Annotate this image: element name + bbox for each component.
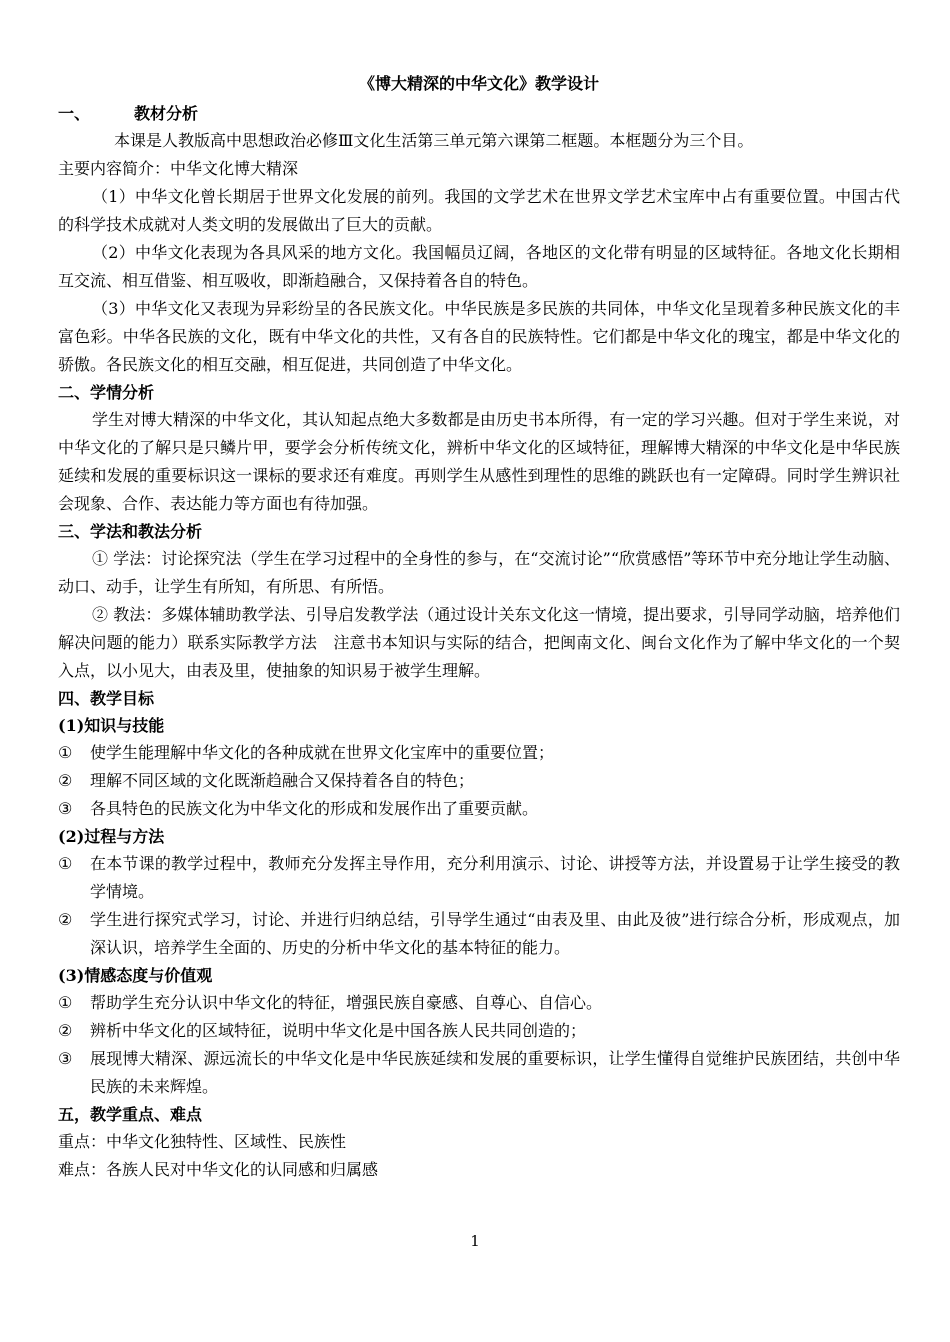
key-points: 重点：中华文化独特性、区域性、民族性 <box>58 1132 347 1151</box>
list-item <box>58 850 900 906</box>
list-text: 在本节课的教学过程中，教师充分发挥主导作用，充分利用演示、讨论、讲授等方法，并设置易于让学生接受的教学情境。 <box>90 854 900 901</box>
section-1-para-1: （1）中华文化曾长期居于世界文化发展的前列。我国的文学艺术在世界文学艺术宝库中占有重要位置。中国古代的科学技术成就对人类文明的发展做出了巨大的贡献。 <box>58 187 900 234</box>
list-marker: ① <box>58 993 73 1012</box>
list-text: 帮助学生充分认识中华文化的特征，增强民族自豪感、自尊心、自信心。 <box>90 993 603 1012</box>
list-marker: ① <box>58 743 73 762</box>
section-1-para-2: （2）中华文化表现为各具风采的地方文化。我国幅员辽阔，各地区的文化带有明显的区域特征。各地文化长期相互交流、相互借鉴、相互吸收，即渐趋融合，又保持着各自的特色。 <box>58 243 900 290</box>
section-1-number: 一、 <box>58 104 91 123</box>
list-item <box>58 767 900 795</box>
section-3-para-2: ② 教法：多媒体辅助教学法、引导启发教学法（通过设计关东文化这一情境，提出要求，引导同学动脑，培养他们解决问题的能力）联系实际教学方法 注意书本知识与实际的结合，把闽南文化、闽台文化作为了解中华文化的一个契入点，以小见大，由表及里，使抽象的知识易于被学生理解。 <box>58 605 900 680</box>
document-page <box>58 72 900 1184</box>
list-marker: ③ <box>58 799 73 818</box>
subheading-knowledge: (1)知识与技能 <box>58 716 165 735</box>
section-1-summary: 主要内容简介：中华文化博大精深 <box>58 159 299 178</box>
section-2-para: 学生对博大精深的中华文化，其认知起点绝大多数都是由历史书本所得，有一定的学习兴趣。但对于学生来说，对中华文化的了解只是只鳞片甲，要学会分析传统文化，辨析中华文化的区域特征，理解博大精深的中华文化是中华民族延续和发展的重要标识这一课标的要求还有难度。再则学生从感性到理性的思维的跳跃也有一定障碍。同时学生辨识社会现象、合作、表达能力等方面也有待加强。 <box>58 410 900 513</box>
list-item <box>58 739 900 767</box>
section-1-heading <box>58 100 900 127</box>
list-marker: ② <box>58 1021 73 1040</box>
section-3-heading: 三、学法和教法分析 <box>58 522 203 541</box>
subheading-values: (3)情感态度与价值观 <box>58 966 213 985</box>
list-item <box>58 795 900 823</box>
list-item <box>58 1017 900 1045</box>
document-title: 《博大精深的中华文化》教学设计 <box>358 74 599 93</box>
list-text: 各具特色的民族文化为中华文化的形成和发展作出了重要贡献。 <box>90 799 539 818</box>
list-item <box>58 906 900 962</box>
list-text: 使学生能理解中华文化的各种成就在世界文化宝库中的重要位置； <box>90 743 555 762</box>
list-text: 辨析中华文化的区域特征，说明中华文化是中国各族人民共同创造的； <box>90 1021 587 1040</box>
subheading-process: (2)过程与方法 <box>58 827 165 846</box>
list-text: 展现博大精深、源远流长的中华文化是中华民族延续和发展的重要标识，让学生懂得自觉维护民族团结，共创中华民族的未来辉煌。 <box>90 1049 900 1096</box>
list-marker: ① <box>58 854 73 873</box>
list-item <box>58 989 900 1017</box>
section-4-heading: 四、教学目标 <box>58 689 155 708</box>
page-number: 1 <box>470 1232 480 1250</box>
section-5-heading: 五，教学重点、难点 <box>58 1105 203 1124</box>
section-2-heading: 二、学情分析 <box>58 383 155 402</box>
section-1-para-3: （3）中华文化又表现为异彩纷呈的各民族文化。中华民族是多民族的共同体，中华文化呈现着多种民族文化的丰富色彩。中华各民族的文化，既有中华文化的共性，又有各自的民族特性。它们都是中华文化的瑰宝，都是中华文化的骄傲。各民族文化的相互交融，相互促进，共同创造了中华文化。 <box>58 299 900 374</box>
section-1-intro: 本课是人教版高中思想政治必修Ⅲ文化生活第三单元第六课第二框题。本框题分为三个目。 <box>114 131 754 150</box>
list-marker: ② <box>58 771 73 790</box>
list-marker: ③ <box>58 1049 73 1068</box>
section-1-title: 教材分析 <box>134 104 199 123</box>
list-text: 理解不同区域的文化既渐趋融合又保持着各自的特色； <box>90 771 475 790</box>
list-item <box>58 1045 900 1101</box>
list-marker: ② <box>58 910 73 929</box>
section-3-para-1: ① 学法：讨论探究法（学生在学习过程中的全身性的参与，在“交流讨论”“欣赏感悟”等环节中充分地让学生动脑、动口、动手，让学生有所知，有所思、有所悟。 <box>58 549 900 596</box>
difficult-points: 难点：各族人民对中华文化的认同感和归属感 <box>58 1160 379 1179</box>
list-text: 学生进行探究式学习，讨论、并进行归纳总结，引导学生通过“由表及里、由此及彼”进行综合分析，形成观点，加深认识，培养学生全面的、历史的分析中华文化的基本特征的能力。 <box>90 910 900 957</box>
